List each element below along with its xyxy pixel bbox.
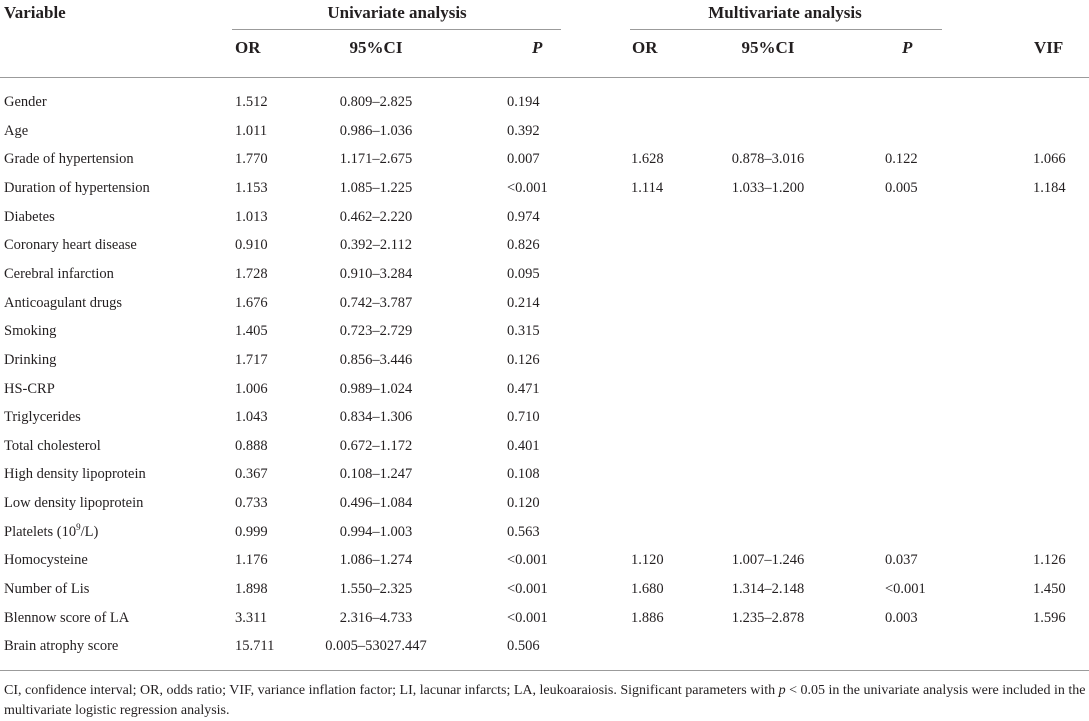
- header-multi-p: P: [902, 38, 913, 57]
- cell-multi-ci: 0.878–3.016: [731, 151, 805, 168]
- cell-or: 3.311: [235, 609, 268, 626]
- cell-p: 0.392: [507, 122, 540, 139]
- multivariate-underline: [630, 29, 942, 30]
- table-footnote: [4, 681, 1086, 721]
- cell-variable: Number of Lis: [4, 581, 90, 598]
- cell-p: 0.095: [507, 265, 540, 282]
- cell-variable: Grade of hypertension: [4, 151, 134, 168]
- cell-multi-p: 0.037: [885, 552, 918, 569]
- cell-p: 0.120: [507, 495, 540, 512]
- cell-ci: 0.723–2.729: [339, 323, 413, 340]
- header-or: OR: [235, 38, 261, 57]
- cell-p: 0.007: [507, 151, 540, 168]
- cell-variable: Duration of hypertension: [4, 179, 150, 196]
- cell-vif: 1.066: [1033, 151, 1066, 168]
- cell-ci: 0.809–2.825: [339, 94, 413, 110]
- cell-vif: 1.596: [1033, 609, 1066, 626]
- cell-ci: 1.086–1.274: [339, 552, 413, 569]
- cell-p: 0.401: [507, 437, 540, 454]
- cell-p: 0.974: [507, 208, 540, 225]
- cell-p: 0.710: [507, 409, 540, 426]
- cell-p: <0.001: [507, 552, 548, 569]
- cell-variable: Platelets $(10^9/L)$: [4, 521, 99, 540]
- cell-or: 0.888: [235, 437, 268, 454]
- cell-p: <0.001: [507, 609, 548, 626]
- cell-multi-p: <0.001: [885, 581, 926, 598]
- cell-p: 0.506: [507, 638, 540, 655]
- cell-or: 1.898: [235, 581, 268, 598]
- header-ci: 95%CI: [349, 38, 403, 57]
- cell-or: 1.153: [235, 179, 268, 196]
- cell-or: 1.770: [235, 151, 268, 168]
- univariate-underline: [232, 29, 561, 30]
- cell-ci: 0.392–2.112: [340, 237, 412, 254]
- cell-ci: 0.986–1.036: [339, 122, 413, 139]
- cell-or: 1.043: [235, 409, 268, 426]
- cell-variable: High density lipoprotein: [4, 466, 146, 483]
- cell-ci: 0.994–1.003: [339, 523, 413, 540]
- cell-multi-p: 0.122: [885, 151, 918, 168]
- cell-ci: 1.085–1.225: [339, 179, 413, 196]
- cell-ci: 0.834–1.306: [339, 409, 413, 426]
- cell-ci: 0.108–1.247: [339, 466, 413, 483]
- cell-or: 1.176: [235, 552, 268, 569]
- cell-or: 15.711: [235, 638, 275, 655]
- footnote-part2: < 0.05 in the univariate analysis were included in the multivariate logistic regression analysis.: [4, 683, 1086, 718]
- cell-p: 0.108: [507, 466, 540, 483]
- cell-ci: 0.856–3.446: [339, 351, 413, 368]
- cell-multi-p: 0.003: [885, 609, 918, 626]
- cell-variable: Age: [4, 122, 29, 139]
- cell-ci: 0.672–1.172: [339, 437, 413, 454]
- header-p: P: [532, 38, 543, 57]
- cell-or: 0.367: [235, 466, 268, 483]
- cell-or: 1.405: [235, 323, 268, 340]
- cell-ci: 0.462–2.220: [339, 208, 413, 225]
- cell-or: 1.011: [235, 122, 268, 139]
- cell-variable: Smoking: [4, 323, 57, 340]
- cell-ci: 0.496–1.084: [339, 495, 413, 512]
- cell-variable: Cerebral infarction: [4, 265, 114, 282]
- cell-p: 0.194: [507, 94, 540, 110]
- cell-ci: 0.005–53027.447: [325, 638, 427, 655]
- cell-variable: Diabetes: [4, 208, 55, 225]
- header-multi-or: OR: [632, 38, 658, 57]
- cell-or: 1.013: [235, 208, 268, 225]
- header-variable: Variable: [4, 3, 66, 22]
- cell-or: 1.512: [235, 94, 268, 110]
- cell-ci: 0.910–3.284: [339, 265, 413, 282]
- footnote-p-symbol: p: [778, 683, 786, 698]
- cell-variable: Drinking: [4, 351, 57, 368]
- cell-p: 0.315: [507, 323, 540, 340]
- cell-ci: 0.989–1.024: [339, 380, 413, 397]
- cell-multi-ci: 1.235–2.878: [731, 609, 805, 626]
- header-bottom-rule: [0, 77, 1089, 78]
- cell-or: 1.676: [235, 294, 268, 311]
- cell-multi-ci: 1.314–2.148: [731, 581, 805, 598]
- cell-ci: 1.550–2.325: [339, 581, 413, 598]
- cell-vif: 1.184: [1033, 179, 1066, 196]
- cell-p: 0.126: [507, 351, 540, 368]
- cell-ci: 1.171–2.675: [339, 151, 413, 168]
- cell-vif: 1.126: [1033, 552, 1066, 569]
- cell-or: 0.733: [235, 495, 268, 512]
- header-multivariate: Multivariate analysis: [708, 3, 862, 22]
- cell-variable: Blennow score of LA: [4, 609, 130, 626]
- cell-variable: Gender: [4, 94, 47, 110]
- cell-variable: Brain atrophy score: [4, 638, 119, 655]
- cell-or: 1.728: [235, 265, 268, 282]
- cell-multi-or: 1.628: [631, 151, 664, 168]
- cell-variable: HS-CRP: [4, 380, 55, 397]
- cell-p: 0.826: [507, 237, 540, 254]
- cell-or: 1.006: [235, 380, 268, 397]
- cell-p: <0.001: [507, 581, 548, 598]
- cell-p: 0.214: [507, 294, 540, 311]
- header-vif: VIF: [1034, 38, 1064, 57]
- cell-variable: Total cholesterol: [4, 437, 101, 454]
- cell-multi-p: 0.005: [885, 179, 918, 196]
- cell-vif: 1.450: [1033, 581, 1066, 598]
- cell-multi-or: 1.120: [631, 552, 664, 569]
- footnote-part1: CI, confidence interval; OR, odds ratio; VIF, variance inflation factor; LI, lacunar infarcts; LA, leukoaraiosis. Significant parameters with: [4, 683, 779, 698]
- cell-variable: Triglycerides: [4, 409, 81, 426]
- cell-p: <0.001: [507, 179, 548, 196]
- cell-variable: Homocysteine: [4, 552, 88, 569]
- header-univariate: Univariate analysis: [327, 3, 467, 22]
- cell-multi-or: 1.114: [631, 179, 664, 196]
- cell-or: 0.910: [235, 237, 268, 254]
- cell-variable: Low density lipoprotein: [4, 495, 144, 512]
- cell-ci: 0.742–3.787: [339, 294, 413, 311]
- cell-multi-or: 1.680: [631, 581, 664, 598]
- cell-ci: 2.316–4.733: [339, 609, 413, 626]
- cell-variable: Coronary heart disease: [4, 237, 137, 254]
- cell-multi-ci: 1.007–1.246: [731, 552, 805, 569]
- cell-p: 0.471: [507, 380, 540, 397]
- header-multi-ci: 95%CI: [741, 38, 795, 57]
- cell-or: 1.717: [235, 351, 268, 368]
- table-bottom-rule: [0, 670, 1089, 671]
- cell-multi-or: 1.886: [631, 609, 664, 626]
- cell-multi-ci: 1.033–1.200: [731, 179, 805, 196]
- cell-variable: Anticoagulant drugs: [4, 294, 122, 311]
- cell-or: 0.999: [235, 523, 268, 540]
- cell-p: 0.563: [507, 523, 540, 540]
